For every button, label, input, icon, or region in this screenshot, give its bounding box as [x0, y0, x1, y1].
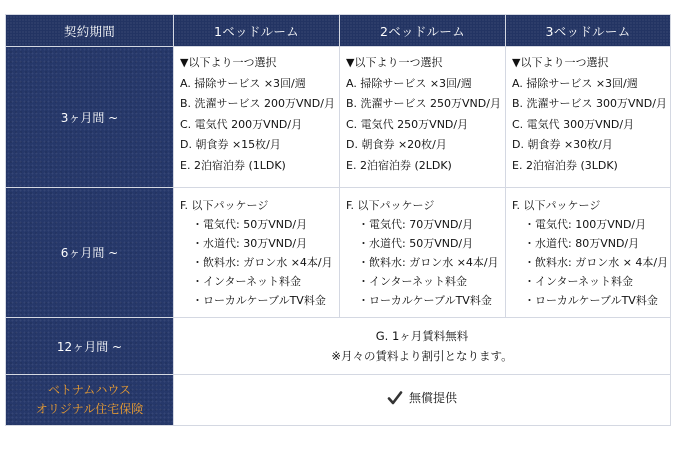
insurance-label-line1: ベトナムハウス [47, 383, 132, 397]
option-b: B. 洗濯サービス 300万VND/月 [512, 97, 667, 110]
check-icon [387, 390, 403, 406]
package-item: ・電気代: 50万VND/月 [192, 218, 308, 231]
cell-6m-3bed [506, 188, 671, 318]
package-item: ・ローカルケーブルTV料金 [358, 294, 492, 307]
row-label-3-months: 3ヶ月間 ~ [6, 47, 174, 188]
row-insurance [6, 375, 671, 426]
option-heading: ▼以下より一つ選択 [346, 56, 443, 69]
option-b: B. 洗濯サービス 200万VND/月 [180, 97, 335, 110]
cell-6m-1bed [174, 188, 340, 318]
option-c: C. 電気代 250万VND/月 [346, 117, 469, 131]
cell-12m-benefit [174, 318, 671, 375]
package-item: ・水道代: 50万VND/月 [358, 237, 474, 250]
option-d: D. 朝食券 ×30枚/月 [512, 138, 613, 151]
option-d: D. 朝食券 ×20枚/月 [346, 138, 447, 151]
package-item: ・水道代: 30万VND/月 [192, 237, 308, 250]
package-title: F. 以下パッケージ [180, 199, 269, 212]
option-a: A. 掃除サービス ×3回/週 [180, 76, 306, 90]
option-c: C. 電気代 300万VND/月 [512, 117, 635, 131]
package-item: ・飲料水: ガロン水 × 4本/月 [524, 256, 669, 269]
discount-note: ※月々の賃料より割引となります。 [331, 349, 513, 363]
row-label-12-months: 12ヶ月間 ~ [6, 318, 174, 375]
row-6-months [6, 188, 671, 318]
package-title: F. 以下パッケージ [346, 199, 435, 212]
insurance-value [387, 388, 457, 408]
option-d: D. 朝食券 ×15枚/月 [180, 138, 281, 151]
package-item: ・電気代: 70万VND/月 [358, 218, 474, 231]
package-item: ・インターネット料金 [524, 275, 634, 288]
option-e: E. 2泊宿泊券 (3LDK) [512, 158, 618, 172]
option-heading: ▼以下より一つ選択 [512, 56, 609, 69]
cell-3m-1bed [174, 47, 340, 188]
package-item: ・ローカルケーブルTV料金 [192, 294, 326, 307]
cell-3m-2bed [340, 47, 506, 188]
free-rent-line: G. 1ヶ月賃料無料 [375, 329, 469, 343]
cell-insurance [174, 375, 671, 426]
benefits-table [5, 14, 671, 426]
header-3-bedroom: 3ベッドルーム [506, 15, 671, 47]
benefits-table-container [5, 14, 670, 424]
header-1-bedroom: 1ベッドルーム [174, 15, 340, 47]
header-row [6, 15, 671, 47]
package-item: ・インターネット料金 [192, 275, 302, 288]
option-b: B. 洗濯サービス 250万VND/月 [346, 97, 501, 110]
option-c: C. 電気代 200万VND/月 [180, 117, 303, 131]
row-3-months [6, 47, 671, 188]
option-e: E. 2泊宿泊券 (2LDK) [346, 158, 452, 172]
cell-6m-2bed [340, 188, 506, 318]
package-title: F. 以下パッケージ [512, 199, 601, 212]
package-item: ・飲料水: ガロン水 ×4本/月 [358, 256, 499, 269]
header-2-bedroom: 2ベッドルーム [340, 15, 506, 47]
option-e: E. 2泊宿泊券 (1LDK) [180, 158, 286, 172]
insurance-value-text: 無償提供 [408, 391, 457, 405]
package-item: ・インターネット料金 [358, 275, 468, 288]
option-a: A. 掃除サービス ×3回/週 [346, 76, 472, 90]
row-label-insurance [6, 375, 174, 426]
row-label-6-months: 6ヶ月間 ~ [6, 188, 174, 318]
package-item: ・ローカルケーブルTV料金 [524, 294, 658, 307]
option-heading: ▼以下より一つ選択 [180, 56, 277, 69]
header-period: 契約期間 [6, 15, 174, 47]
row-12-months [6, 318, 671, 375]
cell-3m-3bed [506, 47, 671, 188]
insurance-label-line2: オリジナル住宅保険 [35, 402, 144, 416]
package-item: ・水道代: 80万VND/月 [524, 237, 640, 250]
package-item: ・飲料水: ガロン水 ×4本/月 [192, 256, 333, 269]
package-item: ・電気代: 100万VND/月 [524, 218, 647, 231]
option-a: A. 掃除サービス ×3回/週 [512, 76, 638, 90]
